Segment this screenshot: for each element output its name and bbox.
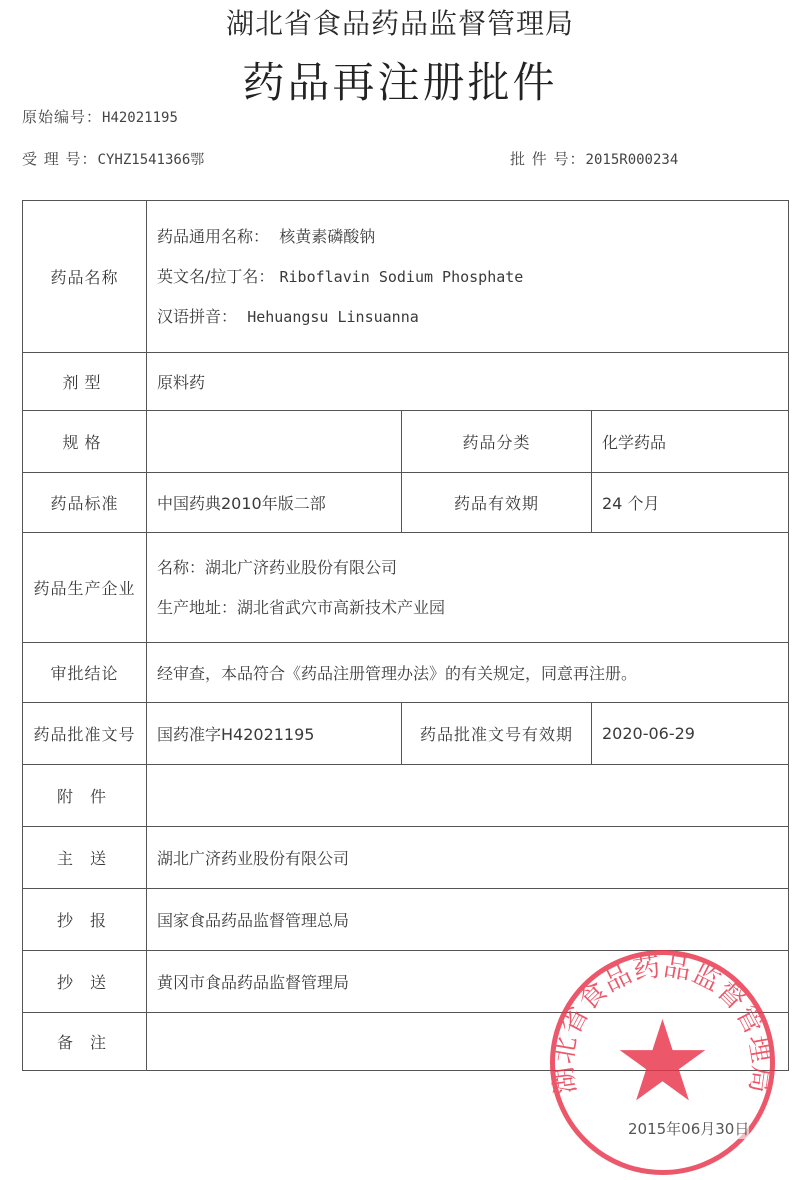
drug-name-header: 药品名称 — [23, 201, 147, 353]
manufacturer-name-value: 湖北广济药业股份有限公司 — [205, 557, 398, 577]
pinyin-label: 汉语拼音： — [157, 306, 238, 326]
manufacturer-cell — [147, 533, 789, 643]
official-seal — [545, 945, 780, 1180]
conclusion-value: 经审查，本品符合《药品注册管理办法》的有关规定，同意再注册。 — [147, 643, 789, 703]
category-header: 药品分类 — [402, 411, 592, 473]
generic-name-line — [157, 217, 778, 257]
approval-number-value: 国药准字H42021195 — [147, 703, 402, 765]
row-conclusion — [23, 643, 789, 703]
issuer-name: 湖北省食品药品监督管理局 — [225, 7, 574, 40]
spec-value — [147, 411, 402, 473]
validity-header: 药品有效期 — [402, 473, 592, 533]
send-to-value: 湖北广济药业股份有限公司 — [147, 827, 789, 889]
send-to-header: 主 送 — [23, 827, 147, 889]
report-to-header: 抄 报 — [23, 889, 147, 951]
acceptance-number-value: CYHZ1541366鄂 — [97, 152, 205, 168]
manufacturer-address-label: 生产地址： — [157, 597, 238, 617]
acceptance-number — [22, 148, 204, 169]
seal-star-icon — [620, 1019, 706, 1100]
row-send-to — [23, 827, 789, 889]
generic-name-label: 药品通用名称： — [157, 226, 270, 246]
row-standard-validity — [23, 473, 789, 533]
standard-header: 药品标准 — [23, 473, 147, 533]
copy-to-header: 抄 送 — [23, 951, 147, 1013]
original-number-label: 原始编号： — [22, 108, 103, 126]
row-report-to — [23, 889, 789, 951]
row-approval — [23, 703, 789, 765]
approval-number-header: 药品批准文号 — [23, 703, 147, 765]
english-name-label: 英文名/拉丁名： — [157, 266, 275, 286]
approval-expiry-value: 2020-06-29 — [592, 703, 789, 765]
dosage-form-header: 剂型 — [23, 353, 147, 411]
manufacturer-address-value: 湖北省武穴市高新技术产业园 — [237, 597, 446, 617]
registration-form-table — [22, 200, 789, 1071]
pinyin-value: Hehuangsu Linsuanna — [247, 307, 419, 326]
manufacturer-name-label: 名称： — [157, 557, 206, 577]
attachment-value — [147, 765, 789, 827]
conclusion-header: 审批结论 — [23, 643, 147, 703]
approval-document-number-value: 2015R000234 — [585, 152, 679, 168]
seal-text: 湖北省食品药品监督管理局 — [547, 951, 778, 1096]
english-name-line — [157, 257, 778, 297]
pinyin-line — [157, 297, 778, 337]
attachment-header: 附 件 — [23, 765, 147, 827]
manufacturer-name-line — [157, 548, 778, 588]
drug-name-cell — [147, 201, 789, 353]
standard-value: 中国药典2010年版二部 — [147, 473, 402, 533]
validity-value: 24 个月 — [592, 473, 789, 533]
row-drug-name — [23, 201, 789, 353]
document-title: 药品再注册批件 — [242, 58, 558, 107]
acceptance-number-label: 受 理 号： — [22, 150, 98, 168]
row-attachment — [23, 765, 789, 827]
dosage-form-value: 原料药 — [147, 353, 789, 411]
manufacturer-address-line — [157, 588, 778, 628]
category-value: 化学药品 — [592, 411, 789, 473]
issue-date: 2015年06月30日 — [628, 1120, 750, 1138]
row-spec-category — [23, 411, 789, 473]
row-manufacturer — [23, 533, 789, 643]
approval-document-number — [510, 148, 678, 169]
approval-document-number-label: 批 件 号： — [510, 150, 586, 168]
remarks-header: 备 注 — [23, 1013, 147, 1071]
original-number — [22, 106, 178, 127]
generic-name-value: 核黄素磷酸钠 — [279, 226, 376, 246]
english-name-value: Riboflavin Sodium Phosphate — [279, 267, 524, 286]
row-dosage-form — [23, 353, 789, 411]
original-number-value: H42021195 — [102, 110, 178, 126]
copy-to-value: 黄冈市食品药品监督管理局 — [147, 951, 789, 1013]
manufacturer-header: 药品生产企业 — [23, 533, 147, 643]
approval-expiry-header: 药品批准文号有效期 — [402, 703, 592, 765]
spec-header: 规格 — [23, 411, 147, 473]
report-to-value: 国家食品药品监督管理总局 — [147, 889, 789, 951]
